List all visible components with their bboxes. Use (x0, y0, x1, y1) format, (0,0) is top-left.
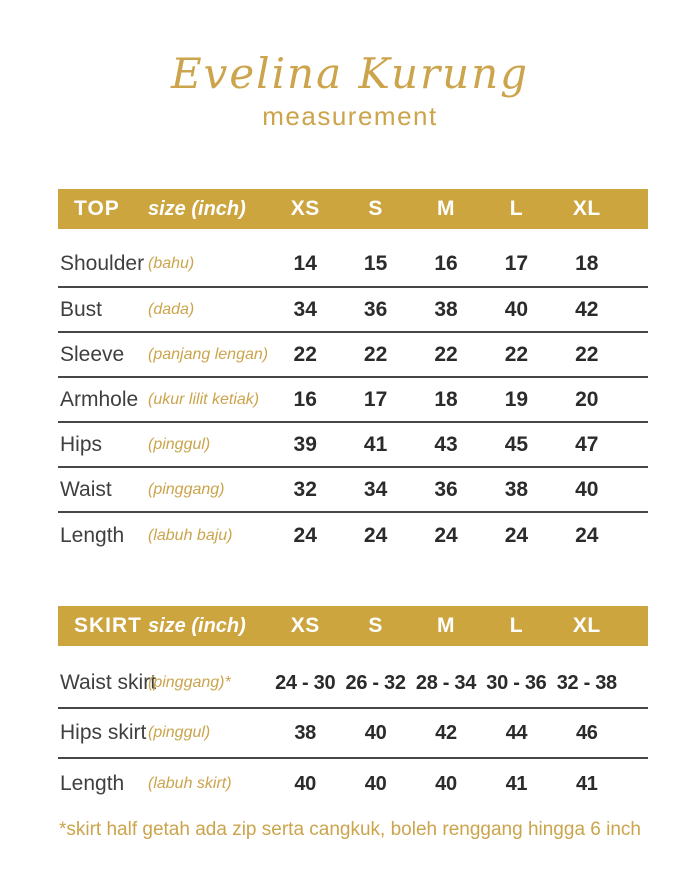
value-l: 19 (504, 387, 529, 411)
value-l: 24 (504, 523, 529, 547)
value-l: 17 (504, 252, 529, 276)
value-xl: 42 (575, 297, 599, 321)
skirt-table-title: SKIRT (74, 614, 142, 638)
row-shoulder (58, 229, 648, 288)
value-m: 22 (434, 342, 458, 366)
column-header-xl: XL (572, 197, 601, 221)
row-label: Armhole (60, 387, 139, 411)
value-xs: 34 (293, 297, 317, 321)
value-m: 36 (434, 477, 458, 501)
value-m: 42 (435, 721, 457, 744)
value-xs: 39 (293, 432, 317, 456)
column-header-m: M (436, 614, 455, 638)
value-xs: 24 (293, 523, 317, 547)
value-m: 28 - 34 (415, 671, 477, 694)
value-xs: 16 (293, 387, 317, 411)
row-sublabel: (bahu) (148, 255, 195, 273)
column-header-s: S (368, 614, 383, 638)
value-m: 16 (434, 252, 458, 276)
value-s: 15 (363, 252, 388, 276)
value-xl: 40 (575, 477, 599, 501)
row-sublabel: (labuh skirt) (148, 775, 232, 793)
value-xs: 40 (294, 772, 317, 795)
row-length-top (58, 513, 648, 558)
value-m: 40 (435, 772, 457, 795)
row-armhole (58, 378, 648, 423)
value-s: 36 (363, 297, 388, 321)
value-xl: 22 (575, 342, 599, 366)
value-l: 30 - 36 (486, 671, 547, 694)
row-label: Length (60, 523, 125, 547)
column-header-l: L (509, 197, 524, 221)
value-s: 22 (363, 342, 388, 366)
value-s: 34 (363, 477, 388, 501)
value-l: 38 (504, 477, 529, 501)
value-l: 44 (505, 721, 528, 744)
row-label: Shoulder (60, 252, 145, 276)
value-s: 40 (364, 772, 387, 795)
row-label: Hips (60, 432, 103, 456)
row-sleeve (58, 333, 648, 378)
value-xl: 20 (575, 387, 599, 411)
value-xs: 24 - 30 (275, 671, 336, 694)
value-xl: 46 (575, 721, 598, 744)
value-l: 45 (504, 432, 529, 456)
page-subtitle: measurement (262, 101, 438, 132)
row-sublabel: (pinggang) (148, 480, 225, 498)
row-label: Length (60, 772, 125, 796)
value-xl: 24 (575, 523, 599, 547)
value-s: 17 (363, 387, 388, 411)
column-header-m: M (436, 197, 455, 221)
row-bust (58, 288, 648, 333)
value-xl: 41 (575, 772, 598, 795)
value-s: 24 (363, 523, 388, 547)
skirt-size-unit-label: size (inch) (148, 614, 246, 637)
top-table-title: TOP (74, 197, 120, 221)
value-xs: 14 (293, 252, 317, 276)
value-s: 26 - 32 (345, 671, 406, 694)
page-title: Evelina Kurung (170, 49, 530, 98)
row-hips (58, 423, 648, 468)
row-sublabel: (labuh baju) (148, 526, 233, 544)
footnote: *skirt half getah ada zip serta cangkuk, boleh renggang hingga 6 inch (58, 819, 641, 841)
top-size-table (58, 189, 648, 558)
value-xl: 18 (575, 252, 599, 276)
row-label: Hips skirt (60, 721, 147, 745)
skirt-table-header-bar (58, 606, 648, 646)
value-m: 24 (434, 523, 458, 547)
row-length-skirt (58, 759, 648, 809)
value-m: 43 (434, 432, 458, 456)
row-sublabel: (pinggul) (148, 724, 211, 742)
value-s: 41 (363, 432, 388, 456)
value-l: 22 (504, 342, 529, 366)
row-label: Sleeve (60, 342, 125, 366)
column-header-s: S (368, 197, 383, 221)
value-m: 38 (434, 297, 458, 321)
column-header-xs: XS (290, 614, 320, 638)
column-header-xl: XL (572, 614, 601, 638)
skirt-size-table (58, 606, 648, 809)
row-waist (58, 468, 648, 513)
row-sublabel: (pinggang)* (148, 674, 231, 692)
row-sublabel: (dada) (148, 300, 195, 318)
value-xl: 32 - 38 (556, 671, 617, 694)
value-xs: 38 (294, 721, 317, 744)
row-waist-skirt (58, 646, 648, 709)
row-sublabel: (panjang lengan) (148, 345, 269, 363)
value-xs: 22 (293, 342, 317, 366)
row-label: Bust (60, 297, 103, 321)
value-s: 40 (364, 721, 387, 744)
row-sublabel: (ukur lilit ketiak) (148, 390, 260, 408)
chart-header (0, 0, 700, 132)
value-l: 40 (504, 297, 529, 321)
row-label: Waist (60, 477, 112, 501)
row-hips-skirt (58, 709, 648, 759)
value-m: 18 (434, 387, 458, 411)
column-header-xs: XS (290, 197, 320, 221)
row-label: Waist skirt (60, 671, 157, 695)
value-xs: 32 (293, 477, 317, 501)
value-l: 41 (505, 772, 528, 795)
value-xl: 47 (575, 432, 599, 456)
row-sublabel: (pinggul) (148, 435, 211, 453)
column-header-l: L (509, 614, 524, 638)
top-table-header-bar (58, 189, 648, 229)
top-size-unit-label: size (inch) (148, 197, 246, 220)
